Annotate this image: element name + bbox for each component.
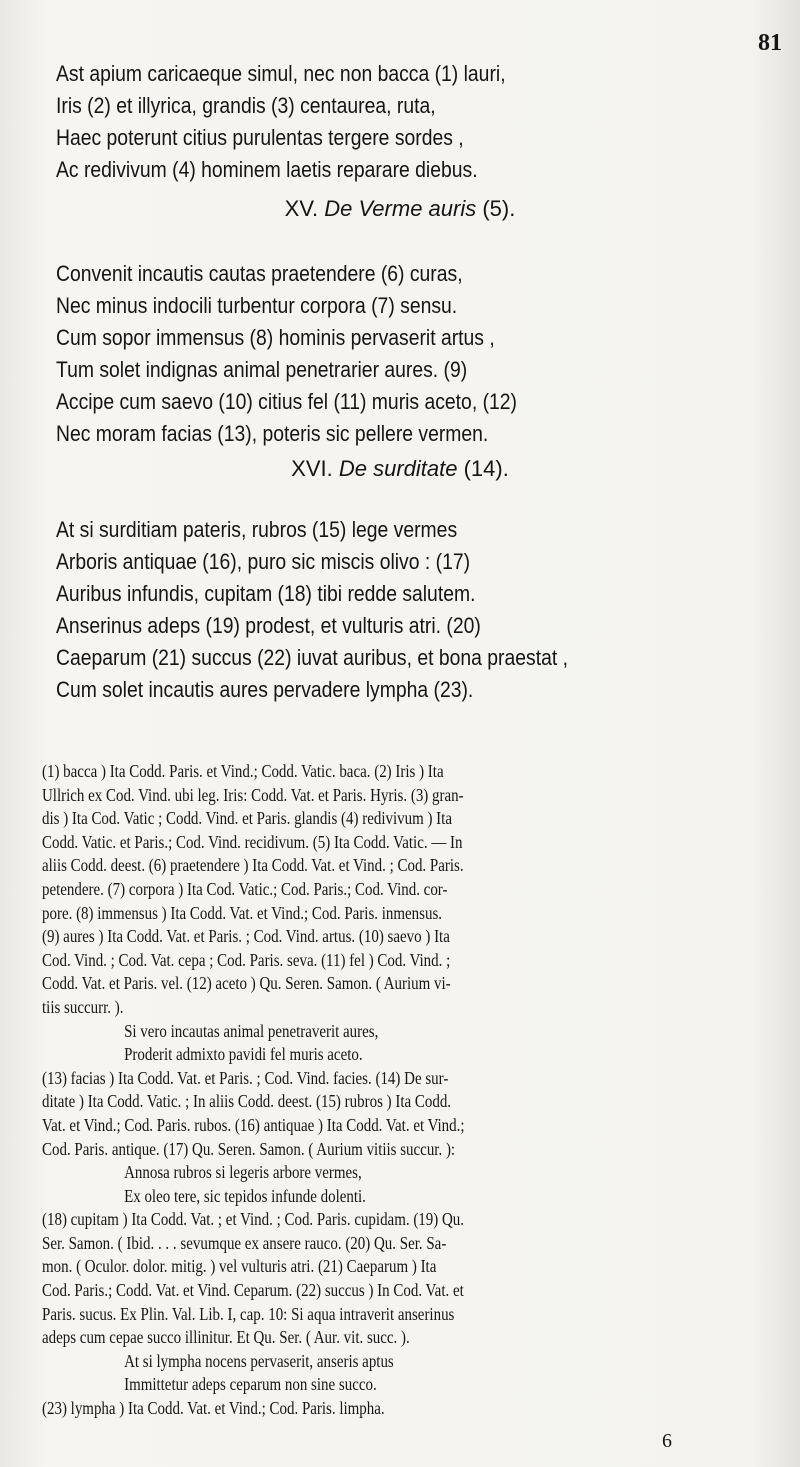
footnote-line: Codd. Vat. et Paris. vel. (12) aceto ) Qu. Seren. Samon. ( Aurium vi- xyxy=(42,973,451,994)
footnote-line: Codd. Vatic. et Paris.; Cod. Vind. recidivum. (5) Ita Codd. Vatic. — In xyxy=(42,831,463,852)
verse-line: Nec minus indocili turbentur corpora (7) sensu. xyxy=(56,293,458,318)
verse-line: Ast apium caricaeque simul, nec non bacca (1) lauri, xyxy=(56,61,506,86)
heading-number: XVI. xyxy=(291,456,333,481)
section-heading-xv xyxy=(0,196,800,222)
heading-note: (14). xyxy=(463,456,509,481)
verse-line: Caeparum (21) succus (22) iuvat auribus, et bona praestat , xyxy=(56,645,568,670)
verse-line: Nec moram facias (13), poteris sic pellere vermen. xyxy=(56,421,489,446)
footnote-quote-line: Annosa rubros si legeris arbore vermes, xyxy=(124,1162,362,1183)
footnote-line: (13) facias ) Ita Codd. Vat. et Paris. ; Cod. Vind. facies. (14) De sur- xyxy=(42,1067,449,1088)
footnotes xyxy=(42,760,752,1421)
heading-number: XV. xyxy=(284,196,319,221)
section-heading-xvi xyxy=(0,456,800,482)
footnote-line: Paris. sucus. Ex Plin. Val. Lib. I, cap. 10: Si aqua intraverit anserinus xyxy=(42,1303,455,1324)
verse-line: Cum sopor immensus (8) hominis pervaserit artus , xyxy=(56,325,495,350)
verse-line: Auribus infundis, cupitam (18) tibi redde salutem. xyxy=(56,581,476,606)
verse-line: At si surditiam pateris, rubros (15) lege vermes xyxy=(56,517,458,542)
verse-line: Iris (2) et illyrica, grandis (3) centaurea, ruta, xyxy=(56,93,436,118)
footnote-quote-line: Ex oleo tere, sic tepidos infunde dolenti. xyxy=(124,1185,366,1206)
footnote-quote-line: Immittetur adeps ceparum non sine succo. xyxy=(124,1374,377,1395)
footnote-line: adeps cum cepae succo illinitur. Et Qu. Ser. ( Aur. vit. succ. ). xyxy=(42,1327,410,1348)
footnote-quote-line: Proderit admixto pavidi fel muris aceto. xyxy=(124,1044,363,1065)
verse-line: Cum solet incautis aures pervadere lympha (23). xyxy=(56,677,474,702)
footnote-line: dis ) Ita Cod. Vatic ; Codd. Vind. et Paris. glandis (4) redivivum ) Ita xyxy=(42,808,452,829)
footnote-line: (1) bacca ) Ita Codd. Paris. et Vind.; Codd. Vatic. baca. (2) Iris ) Ita xyxy=(42,761,444,781)
signature-mark: 6 xyxy=(662,1430,672,1452)
verse-line: Accipe cum saevo (10) citius fel (11) muris aceto, (12) xyxy=(56,389,517,414)
verse-line: Tum solet indignas animal penetrarier aures. (9) xyxy=(56,357,468,382)
footnote-line: mon. ( Oculor. dolor. mitig. ) vel vulturis atri. (21) Caeparum ) Ita xyxy=(42,1256,437,1277)
heading-title: De Verme auris xyxy=(324,196,477,221)
footnote-quote-line: Si vero incautas animal penetraverit aures, xyxy=(124,1020,379,1041)
footnote-line: (18) cupitam ) Ita Codd. Vat. ; et Vind. ; Cod. Paris. cupidam. (19) Qu. xyxy=(42,1209,465,1230)
footnote-line: petendere. (7) corpora ) Ita Cod. Vatic.; Cod. Paris.; Cod. Vind. cor- xyxy=(42,878,448,899)
heading-title: De surditate xyxy=(338,456,458,481)
footnote-quote-line: At si lympha nocens pervaserit, anseris aptus xyxy=(124,1350,394,1371)
footnote-line: aliis Codd. deest. (6) praetendere ) Ita Codd. Vat. et Vind. ; Cod. Paris. xyxy=(42,855,464,876)
verse-block-1 xyxy=(56,58,649,186)
footnote-line: (23) lympha ) Ita Codd. Vat. et Vind.; Cod. Paris. limpha. xyxy=(42,1398,385,1419)
footnote-line: pore. (8) immensus ) Ita Codd. Vat. et Vind.; Cod. Paris. inmensus. xyxy=(42,902,443,923)
footnote-line: Ser. Samon. ( Ibid. . . . sevumque ex ansere rauco. (20) Qu. Ser. Sa- xyxy=(42,1232,447,1253)
footnote-line: Cod. Paris.; Codd. Vat. et Vind. Ceparum. (22) succus ) In Cod. Vat. et xyxy=(42,1280,464,1301)
footnote-line: (9) aures ) Ita Codd. Vat. et Paris. ; Cod. Vind. artus. (10) saevo ) Ita xyxy=(42,926,450,947)
footnote-line: Cod. Paris. antique. (17) Qu. Seren. Samon. ( Aurium vitiis succur. ): xyxy=(42,1138,456,1159)
heading-note: (5). xyxy=(482,196,516,221)
footnote-line: tiis succurr. ). xyxy=(42,996,124,1017)
footnote-line: ditate ) Ita Codd. Vatic. ; In aliis Codd. deest. (15) rubros ) Ita Codd. xyxy=(42,1091,452,1112)
verse-block-2 xyxy=(56,258,649,450)
verse-line: Arboris antiquae (16), puro sic miscis olivo : (17) xyxy=(56,549,471,574)
footnote-line: Vat. et Vind.; Cod. Paris. rubos. (16) antiquae ) Ita Codd. Vat. et Vind.; xyxy=(42,1114,465,1135)
verse-line: Anserinus adeps (19) prodest, et vulturis atri. (20) xyxy=(56,613,481,638)
verse-block-3 xyxy=(56,514,649,706)
verse-line: Ac redivivum (4) hominem laetis reparare diebus. xyxy=(56,157,478,182)
verse-line: Convenit incautis cautas praetendere (6) curas, xyxy=(56,261,463,286)
footnote-line: Cod. Vind. ; Cod. Vat. cepa ; Cod. Paris. seva. (11) fel ) Cod. Vind. ; xyxy=(42,949,451,970)
footnote-line: Ullrich ex Cod. Vind. ubi leg. Iris: Codd. Vat. et Paris. Hyris. (3) gran- xyxy=(42,784,464,805)
page-number: 81 xyxy=(758,30,782,56)
verse-line: Haec poterunt citius purulentas tergere sordes , xyxy=(56,125,464,150)
